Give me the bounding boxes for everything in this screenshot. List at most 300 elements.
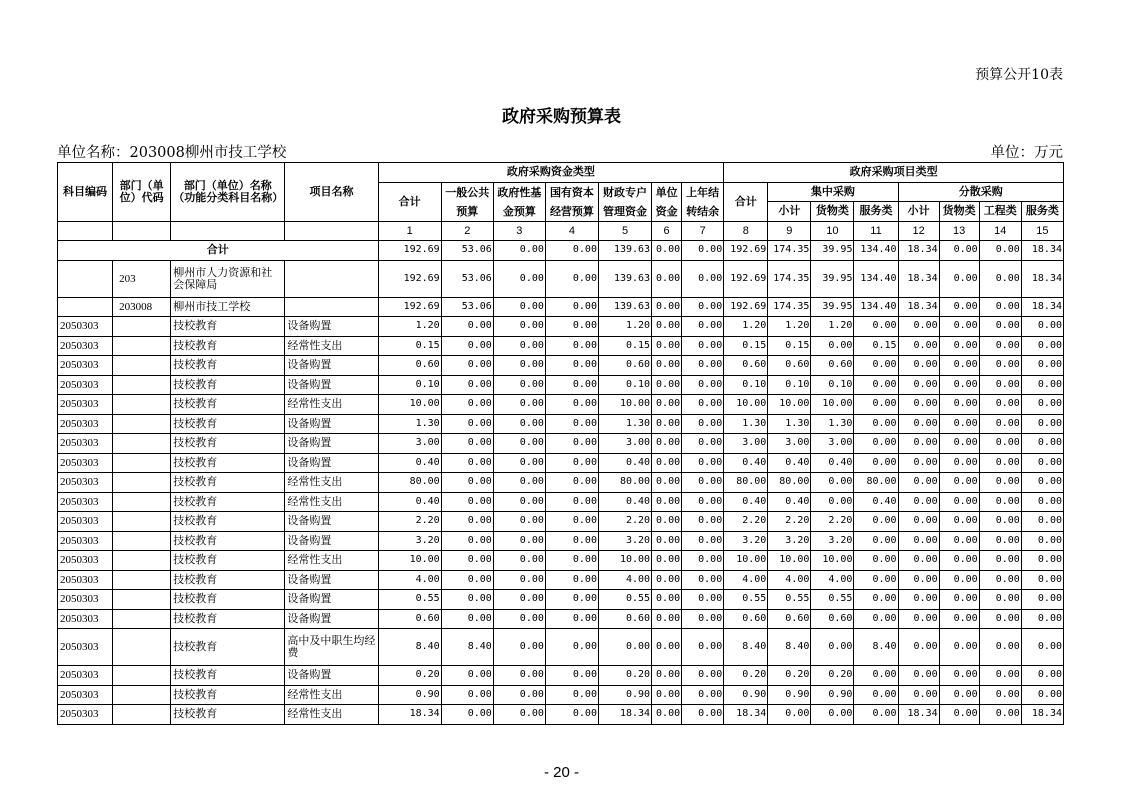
subject-code-cell: 2050303 (58, 685, 113, 705)
unit-info-row (57, 141, 1063, 162)
amount-cell: 10.00 (768, 395, 811, 415)
dept-name-cell: 技校教育 (171, 434, 285, 454)
amount-cell: 0.00 (493, 590, 545, 610)
table-row (58, 609, 1064, 629)
subject-code-cell: 2050303 (58, 414, 113, 434)
amount-cell: 0.00 (682, 531, 724, 551)
dept-name-cell: 技校教育 (171, 531, 285, 551)
dept-code-cell (113, 570, 171, 590)
amount-cell: 0.00 (545, 685, 598, 705)
table-row (58, 414, 1064, 434)
dept-code-cell (113, 685, 171, 705)
amount-cell: 0.00 (652, 375, 682, 395)
column-number-cell: 8 (724, 221, 768, 241)
dept-code-cell (113, 356, 171, 376)
amount-cell: 0.00 (979, 414, 1021, 434)
amount-cell: 0.60 (378, 609, 441, 629)
amount-cell: 8.40 (441, 629, 493, 666)
header-fund-type-group: 政府采购资金类型 (378, 163, 724, 183)
amount-cell: 0.00 (939, 260, 979, 297)
amount-cell: 3.20 (724, 531, 768, 551)
amount-cell: 0.00 (441, 375, 493, 395)
subject-code-cell: 2050303 (58, 375, 113, 395)
table-row (58, 629, 1064, 666)
amount-cell: 0.00 (854, 551, 898, 571)
total-row (58, 241, 1064, 261)
dept-name-cell: 技校教育 (171, 356, 285, 376)
amount-cell: 2.20 (598, 512, 651, 532)
amount-cell: 18.34 (724, 705, 768, 725)
amount-cell: 0.00 (545, 512, 598, 532)
amount-cell: 0.00 (979, 590, 1021, 610)
amount-cell: 0.00 (652, 685, 682, 705)
amount-cell: 0.00 (682, 590, 724, 610)
amount-cell: 3.20 (598, 531, 651, 551)
table-row (58, 453, 1064, 473)
amount-cell: 18.34 (898, 297, 939, 317)
amount-cell: 0.00 (545, 375, 598, 395)
header-gov-fund: 政府性基金预算 (493, 182, 545, 221)
amount-cell: 0.00 (898, 336, 939, 356)
amount-cell: 3.20 (378, 531, 441, 551)
amount-cell: 0.00 (939, 666, 979, 686)
amount-cell: 0.00 (652, 609, 682, 629)
amount-cell: 3.00 (598, 434, 651, 454)
amount-cell: 0.00 (493, 375, 545, 395)
project-name-cell: 设备购置 (285, 570, 378, 590)
table-row (58, 317, 1064, 337)
amount-cell: 0.00 (898, 629, 939, 666)
amount-cell: 53.06 (441, 297, 493, 317)
amount-cell: 0.00 (441, 512, 493, 532)
amount-cell: 0.00 (682, 609, 724, 629)
amount-cell: 0.00 (939, 434, 979, 454)
amount-cell: 2.20 (724, 512, 768, 532)
dept-code-cell (113, 453, 171, 473)
amount-cell: 0.00 (682, 512, 724, 532)
subject-code-cell: 2050303 (58, 629, 113, 666)
project-name-cell: 设备购置 (285, 375, 378, 395)
amount-cell: 0.00 (493, 512, 545, 532)
dept-code-cell (113, 414, 171, 434)
amount-cell: 0.00 (545, 705, 598, 725)
subject-code-cell: 2050303 (58, 666, 113, 686)
dept-code-cell (113, 531, 171, 551)
amount-cell: 0.00 (545, 590, 598, 610)
amount-cell: 0.00 (1021, 666, 1063, 686)
amount-cell: 0.00 (1021, 356, 1063, 376)
amount-cell: 0.00 (1021, 395, 1063, 415)
amount-cell: 0.00 (768, 705, 811, 725)
table-row (58, 551, 1064, 571)
amount-cell: 10.00 (768, 551, 811, 571)
subject-code-cell (58, 297, 113, 317)
subject-code-cell: 2050303 (58, 336, 113, 356)
dept-name-cell: 技校教育 (171, 570, 285, 590)
amount-cell: 0.00 (939, 609, 979, 629)
amount-cell: 0.00 (545, 492, 598, 512)
amount-cell: 0.00 (682, 356, 724, 376)
amount-cell: 0.00 (682, 375, 724, 395)
amount-cell: 0.60 (598, 609, 651, 629)
amount-cell: 0.15 (768, 336, 811, 356)
amount-cell: 0.00 (854, 590, 898, 610)
amount-cell: 1.20 (598, 317, 651, 337)
amount-cell: 0.00 (545, 336, 598, 356)
amount-cell: 2.20 (811, 512, 854, 532)
amount-cell: 4.00 (598, 570, 651, 590)
project-name-cell: 高中及中职生均经费 (285, 629, 378, 666)
index-cell-blank (285, 221, 378, 241)
amount-cell: 192.69 (378, 260, 441, 297)
project-name-cell: 设备购置 (285, 453, 378, 473)
amount-cell: 0.00 (545, 317, 598, 337)
amount-cell: 3.00 (378, 434, 441, 454)
amount-cell: 0.00 (979, 375, 1021, 395)
dept-name-cell: 技校教育 (171, 492, 285, 512)
amount-cell: 0.60 (724, 609, 768, 629)
amount-cell: 0.00 (441, 317, 493, 337)
subject-code-cell: 2050303 (58, 453, 113, 473)
amount-cell: 0.40 (768, 492, 811, 512)
amount-cell: 0.90 (598, 685, 651, 705)
header-project-type-group: 政府采购项目类型 (724, 163, 1064, 183)
amount-cell: 0.55 (811, 590, 854, 610)
amount-cell: 0.00 (441, 434, 493, 454)
dept-name-cell: 技校教育 (171, 336, 285, 356)
amount-cell: 0.90 (724, 685, 768, 705)
amount-cell: 0.00 (854, 317, 898, 337)
amount-cell: 0.00 (652, 434, 682, 454)
project-name-cell: 经常性支出 (285, 685, 378, 705)
amount-cell: 10.00 (598, 551, 651, 571)
amount-cell: 0.00 (493, 531, 545, 551)
amount-cell: 0.00 (652, 336, 682, 356)
dept-name-cell: 技校教育 (171, 551, 285, 571)
column-number-cell: 3 (493, 221, 545, 241)
amount-cell: 0.00 (493, 705, 545, 725)
amount-cell: 0.15 (378, 336, 441, 356)
header-subject-code: 科目编码 (58, 163, 113, 222)
amount-cell: 0.90 (378, 685, 441, 705)
header-fiscal-special: 财政专户管理资金 (598, 182, 651, 221)
amount-cell: 0.00 (1021, 414, 1063, 434)
amount-cell: 0.00 (939, 297, 979, 317)
project-name-cell: 经常性支出 (285, 492, 378, 512)
amount-cell: 0.00 (939, 395, 979, 415)
amount-cell: 0.00 (652, 453, 682, 473)
amount-cell: 0.10 (724, 375, 768, 395)
amount-cell: 1.30 (768, 414, 811, 434)
amount-cell: 4.00 (724, 570, 768, 590)
subject-code-cell: 2050303 (58, 395, 113, 415)
amount-cell: 0.00 (682, 551, 724, 571)
amount-cell: 0.00 (493, 336, 545, 356)
amount-cell: 0.10 (768, 375, 811, 395)
dept-name-cell: 柳州市技工学校 (171, 297, 285, 317)
amount-cell: 0.00 (493, 317, 545, 337)
header-central-goods: 货物类 (811, 202, 854, 222)
amount-cell: 1.30 (378, 414, 441, 434)
amount-cell: 0.00 (979, 434, 1021, 454)
dept-name-cell: 柳州市人力资源和社会保障局 (171, 260, 285, 297)
amount-cell: 3.00 (811, 434, 854, 454)
header-dispersed-group: 分散采购 (898, 182, 1063, 202)
amount-cell: 0.00 (939, 705, 979, 725)
amount-cell: 0.00 (979, 609, 1021, 629)
amount-cell: 0.00 (979, 551, 1021, 571)
table-row (58, 375, 1064, 395)
amount-cell: 0.00 (652, 414, 682, 434)
dept-name-cell: 技校教育 (171, 453, 285, 473)
page-title: 政府采购预算表 (502, 107, 621, 127)
amount-cell: 0.00 (493, 685, 545, 705)
amount-cell: 0.00 (1021, 492, 1063, 512)
amount-cell: 0.20 (811, 666, 854, 686)
amount-cell: 0.00 (979, 297, 1021, 317)
dept-name-cell: 技校教育 (171, 512, 285, 532)
dept-code-cell (113, 317, 171, 337)
subject-code-cell: 2050303 (58, 473, 113, 493)
amount-cell: 0.00 (545, 297, 598, 317)
dept-name-cell: 技校教育 (171, 590, 285, 610)
amount-cell: 0.00 (811, 492, 854, 512)
dept-code-cell (113, 609, 171, 629)
subject-code-cell: 2050303 (58, 512, 113, 532)
dept-name-cell: 技校教育 (171, 609, 285, 629)
amount-cell: 0.40 (724, 492, 768, 512)
table-row (58, 512, 1064, 532)
dept-code-cell (113, 705, 171, 725)
column-number-cell: 6 (652, 221, 682, 241)
amount-cell: 0.00 (682, 473, 724, 493)
amount-cell: 0.55 (378, 590, 441, 610)
project-name-cell: 经常性支出 (285, 395, 378, 415)
amount-cell: 0.00 (545, 551, 598, 571)
amount-cell: 10.00 (378, 395, 441, 415)
project-name-cell: 设备购置 (285, 590, 378, 610)
amount-cell: 0.00 (652, 356, 682, 376)
amount-cell: 0.00 (1021, 685, 1063, 705)
column-number-cell: 12 (898, 221, 939, 241)
header-central-subtotal: 小计 (768, 202, 811, 222)
dept-code-cell (113, 395, 171, 415)
table-row (58, 590, 1064, 610)
amount-cell: 0.00 (854, 375, 898, 395)
amount-cell: 80.00 (724, 473, 768, 493)
amount-cell: 0.00 (939, 492, 979, 512)
amount-cell: 0.20 (724, 666, 768, 686)
amount-cell: 0.00 (441, 414, 493, 434)
amount-cell: 0.00 (441, 453, 493, 473)
dept-name-cell: 技校教育 (171, 629, 285, 666)
amount-cell: 0.00 (441, 590, 493, 610)
amount-cell: 80.00 (768, 473, 811, 493)
amount-cell: 18.34 (1021, 241, 1063, 261)
amount-cell: 80.00 (598, 473, 651, 493)
amount-cell: 0.00 (545, 453, 598, 473)
amount-cell: 53.06 (441, 241, 493, 261)
amount-cell: 0.15 (854, 336, 898, 356)
amount-cell: 1.20 (768, 317, 811, 337)
header-dispersed-engineering: 工程类 (979, 202, 1021, 222)
subject-code-cell: 2050303 (58, 609, 113, 629)
project-name-cell: 经常性支出 (285, 705, 378, 725)
amount-cell: 18.34 (1021, 705, 1063, 725)
amount-cell: 0.00 (1021, 590, 1063, 610)
amount-cell: 0.00 (939, 570, 979, 590)
amount-cell: 0.00 (854, 609, 898, 629)
amount-cell: 39.95 (811, 260, 854, 297)
amount-cell: 0.00 (939, 414, 979, 434)
table-row (58, 666, 1064, 686)
amount-cell: 3.20 (768, 531, 811, 551)
amount-cell: 0.00 (682, 570, 724, 590)
column-number-cell: 15 (1021, 221, 1063, 241)
amount-cell: 0.00 (682, 453, 724, 473)
amount-cell: 0.00 (441, 609, 493, 629)
amount-cell: 0.00 (939, 356, 979, 376)
header-project-name: 项目名称 (285, 163, 378, 222)
amount-cell: 80.00 (854, 473, 898, 493)
amount-cell: 192.69 (378, 297, 441, 317)
amount-cell: 0.00 (898, 531, 939, 551)
amount-cell: 0.00 (441, 570, 493, 590)
amount-cell: 0.00 (979, 531, 1021, 551)
amount-cell: 0.60 (768, 356, 811, 376)
amount-cell: 0.55 (598, 590, 651, 610)
amount-cell: 10.00 (811, 551, 854, 571)
amount-cell: 0.00 (652, 705, 682, 725)
dept-name-cell: 技校教育 (171, 473, 285, 493)
amount-cell: 1.20 (724, 317, 768, 337)
dept-code-cell (113, 492, 171, 512)
amount-cell: 0.00 (854, 685, 898, 705)
amount-cell: 0.40 (854, 492, 898, 512)
amount-cell: 0.00 (493, 570, 545, 590)
amount-cell: 0.00 (682, 317, 724, 337)
subject-code-cell (58, 260, 113, 297)
amount-cell: 0.40 (768, 453, 811, 473)
amount-cell: 0.00 (979, 570, 1021, 590)
amount-cell: 3.20 (811, 531, 854, 551)
amount-cell: 0.00 (682, 492, 724, 512)
amount-cell: 0.00 (898, 512, 939, 532)
column-number-cell: 14 (979, 221, 1021, 241)
dept-code-cell (113, 512, 171, 532)
amount-cell: 0.00 (939, 685, 979, 705)
header-state-capital: 国有资本经营预算 (545, 182, 598, 221)
subject-code-cell: 2050303 (58, 434, 113, 454)
amount-cell: 0.90 (811, 685, 854, 705)
amount-cell: 0.00 (545, 531, 598, 551)
amount-cell: 0.00 (979, 453, 1021, 473)
project-name-cell: 设备购置 (285, 317, 378, 337)
amount-cell: 0.00 (1021, 512, 1063, 532)
amount-cell: 0.00 (493, 260, 545, 297)
amount-cell: 18.34 (1021, 297, 1063, 317)
amount-cell: 0.00 (545, 609, 598, 629)
amount-cell: 0.00 (682, 336, 724, 356)
amount-cell: 0.00 (682, 434, 724, 454)
amount-cell: 0.00 (939, 317, 979, 337)
amount-cell: 0.00 (682, 414, 724, 434)
amount-cell: 0.00 (939, 473, 979, 493)
amount-cell: 0.00 (979, 666, 1021, 686)
amount-cell: 0.00 (939, 375, 979, 395)
column-number-cell: 11 (854, 221, 898, 241)
amount-cell: 0.20 (598, 666, 651, 686)
subject-code-cell: 2050303 (58, 590, 113, 610)
amount-cell: 192.69 (724, 297, 768, 317)
amount-cell: 8.40 (768, 629, 811, 666)
column-number-cell: 13 (939, 221, 979, 241)
amount-cell: 8.40 (378, 629, 441, 666)
amount-cell: 0.00 (441, 356, 493, 376)
index-cell-blank (113, 221, 171, 241)
amount-cell: 0.40 (811, 453, 854, 473)
amount-cell: 0.00 (811, 336, 854, 356)
amount-cell: 39.95 (811, 297, 854, 317)
column-number-cell: 7 (682, 221, 724, 241)
table-row (58, 492, 1064, 512)
amount-cell: 39.95 (811, 241, 854, 261)
amount-cell: 0.00 (1021, 473, 1063, 493)
amount-cell: 10.00 (378, 551, 441, 571)
header-unit-fund: 单位资金 (652, 182, 682, 221)
amount-cell: 0.00 (441, 395, 493, 415)
amount-cell: 0.00 (939, 590, 979, 610)
project-name-cell: 设备购置 (285, 356, 378, 376)
amount-cell: 174.35 (768, 260, 811, 297)
column-number-cell: 10 (811, 221, 854, 241)
amount-cell: 0.00 (545, 395, 598, 415)
amount-cell: 0.00 (979, 705, 1021, 725)
amount-cell: 18.34 (898, 241, 939, 261)
table-row (58, 705, 1064, 725)
amount-cell: 0.00 (1021, 551, 1063, 571)
amount-cell: 0.00 (898, 590, 939, 610)
amount-cell: 0.00 (493, 629, 545, 666)
amount-cell: 0.00 (898, 434, 939, 454)
amount-cell: 0.00 (1021, 609, 1063, 629)
amount-cell: 0.00 (854, 512, 898, 532)
total-label: 合计 (58, 241, 379, 261)
subject-code-cell: 2050303 (58, 317, 113, 337)
amount-cell: 0.00 (1021, 629, 1063, 666)
column-number-cell: 4 (545, 221, 598, 241)
amount-cell: 10.00 (598, 395, 651, 415)
amount-cell: 0.00 (854, 570, 898, 590)
column-number-cell: 1 (378, 221, 441, 241)
dept-name-cell: 技校教育 (171, 685, 285, 705)
amount-cell: 0.00 (441, 551, 493, 571)
amount-cell: 0.20 (378, 666, 441, 686)
amount-cell: 192.69 (724, 241, 768, 261)
amount-cell: 0.00 (898, 666, 939, 686)
amount-cell: 174.35 (768, 297, 811, 317)
amount-cell: 0.00 (898, 551, 939, 571)
amount-cell: 0.60 (378, 356, 441, 376)
amount-cell: 0.00 (652, 570, 682, 590)
amount-cell: 10.00 (811, 395, 854, 415)
amount-cell: 0.10 (598, 375, 651, 395)
amount-cell: 0.00 (939, 241, 979, 261)
unit-name: 单位名称：203008柳州市技工学校 (57, 145, 287, 161)
project-name-cell: 设备购置 (285, 434, 378, 454)
table-body (58, 241, 1064, 725)
amount-cell: 0.00 (493, 241, 545, 261)
